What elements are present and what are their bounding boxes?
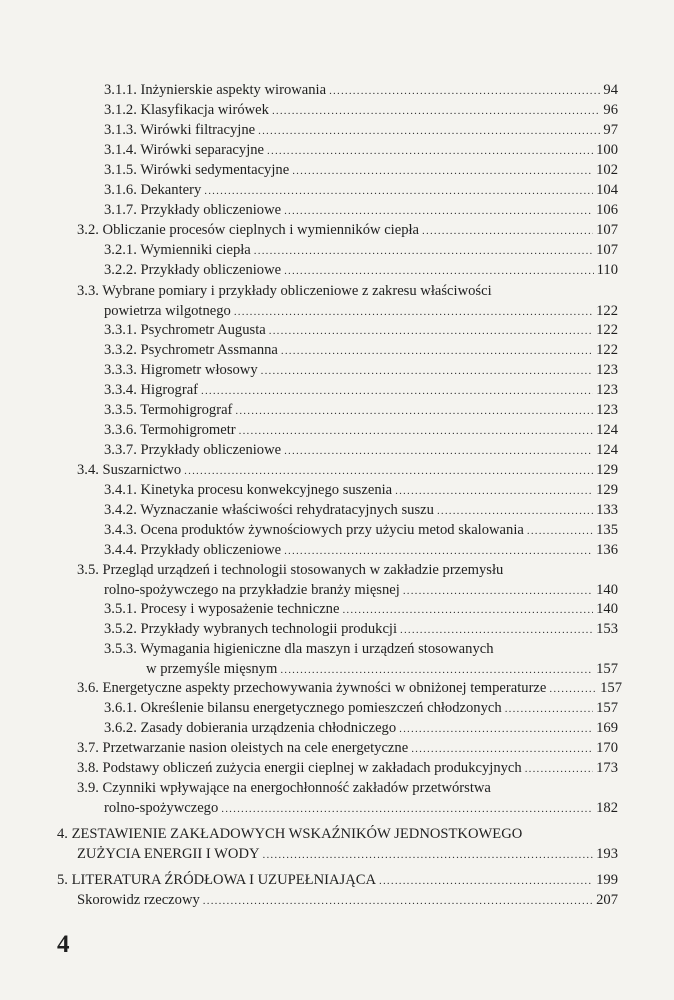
toc-dot-leader xyxy=(399,719,593,739)
toc-entry-title: 5. LITERATURA ŹRÓDŁOWA I UZUPEŁNIAJĄCA xyxy=(57,872,377,888)
toc-dot-leader xyxy=(292,161,593,181)
toc-dot-leader xyxy=(527,521,593,541)
toc-entry-title-line1: 4. ZESTAWIENIE ZAKŁADOWYCH WSKAŹNIKÓW JEDNOSTKOWEGO xyxy=(57,826,523,842)
toc-entry-page: 122 xyxy=(596,322,618,338)
toc-entry-page: 122 xyxy=(596,342,618,358)
toc-entry-page: 207 xyxy=(596,892,618,908)
toc-entry-title: w przemyśle mięsnym xyxy=(146,661,278,677)
toc-dot-leader xyxy=(269,321,593,341)
toc-entry xyxy=(104,200,618,220)
toc-entry-title: 3.1.7. Przykłady obliczeniowe xyxy=(104,202,282,218)
toc-entry-title: 3.3.6. Termohigrometr xyxy=(104,422,236,438)
toc-entry xyxy=(77,890,618,910)
toc-entry-page: 107 xyxy=(596,242,618,258)
toc-dot-leader xyxy=(280,660,593,680)
toc-dot-leader xyxy=(272,101,600,121)
toc-entry xyxy=(104,260,618,280)
toc-entry-title: powietrza wilgotnego xyxy=(104,303,231,319)
toc-entry xyxy=(104,440,618,460)
toc-entry xyxy=(104,540,618,560)
toc-entry-title-line1: 3.9. Czynniki wpływające na energochłonność zakładów przetwórstwa xyxy=(77,780,491,796)
toc-entry xyxy=(104,120,618,140)
toc-entry-page: 104 xyxy=(596,182,618,198)
toc-entry-page: 140 xyxy=(596,582,618,598)
toc-entry xyxy=(104,400,618,420)
toc-entry xyxy=(104,380,618,400)
toc-dot-leader xyxy=(525,759,593,779)
toc-dot-leader xyxy=(254,241,593,261)
toc-dot-leader xyxy=(284,541,593,561)
toc-entry xyxy=(104,80,618,100)
toc-entry xyxy=(77,738,618,758)
toc-entry-page: 110 xyxy=(596,262,618,278)
toc-entry-title: 3.1.4. Wirówki separacyjne xyxy=(104,142,265,158)
toc-entry-page: 135 xyxy=(596,522,618,538)
toc-entry-title: 3.1.3. Wirówki filtracyjne xyxy=(104,122,256,138)
toc-entry-page: 96 xyxy=(603,102,618,118)
toc-entry xyxy=(104,360,618,380)
toc-entry-page: 129 xyxy=(596,462,618,478)
toc-entry-title-line1: 3.5. Przegląd urządzeń i technologii stosowanych w zakładzie przemysłu xyxy=(77,562,504,578)
toc-entry xyxy=(104,240,618,260)
toc-entry-page: 193 xyxy=(596,846,618,862)
toc-entry-page: 123 xyxy=(596,402,618,418)
toc-entry-title: 3.2. Obliczanie procesów cieplnych i wymienników ciepła xyxy=(77,222,420,238)
toc-entry-title: 3.1.6. Dekantery xyxy=(104,182,202,198)
toc-entry-page: 97 xyxy=(603,122,618,138)
toc-entry-page: 136 xyxy=(596,542,618,558)
toc-dot-leader xyxy=(284,441,593,461)
toc-dot-leader xyxy=(379,871,593,891)
toc-entry-title: 3.4. Suszarnictwo xyxy=(77,462,182,478)
toc-dot-leader xyxy=(411,739,593,759)
toc-entry-page: 157 xyxy=(596,700,618,716)
toc-entry-title: 3.6. Energetyczne aspekty przechowywania żywności w obniżonej temperaturze xyxy=(77,680,547,696)
toc-entry xyxy=(104,320,618,340)
toc-entry xyxy=(104,639,618,679)
toc-entry-page: 182 xyxy=(596,800,618,816)
toc-entry xyxy=(77,460,618,480)
toc-entry xyxy=(104,340,618,360)
toc-entry xyxy=(104,160,618,180)
toc-entry xyxy=(104,599,618,619)
toc-entry-page: 94 xyxy=(603,82,618,98)
toc-entry-title: 3.3.5. Termohigrograf xyxy=(104,402,233,418)
toc-entry xyxy=(104,180,618,200)
toc-dot-leader xyxy=(184,461,593,481)
toc-entry xyxy=(104,420,618,440)
toc-entry-title: rolno-spożywczego na przykładzie branży mięsnej xyxy=(104,582,400,598)
toc-entry xyxy=(77,281,618,321)
toc-entry xyxy=(77,220,618,240)
page-number: 4 xyxy=(57,931,70,958)
toc-entry xyxy=(77,758,618,778)
toc-entry-title: 3.2.1. Wymienniki ciepła xyxy=(104,242,251,258)
toc-entry-title-line1: 3.5.3. Wymagania higieniczne dla maszyn i urządzeń stosowanych xyxy=(104,641,494,657)
toc-entry-page: 157 xyxy=(600,680,622,696)
toc-dot-leader xyxy=(263,845,594,865)
toc-entry-title: 3.4.3. Ocena produktów żywnościowych przy użyciu metod skalowania xyxy=(104,522,524,538)
toc-dot-leader xyxy=(342,600,593,620)
toc-entry-page: 122 xyxy=(596,303,618,319)
toc-entry-title: 3.6.1. Określenie bilansu energetycznego pomieszczeń chłodzonych xyxy=(104,700,502,716)
toc-entry-title: 3.3.2. Psychrometr Assmanna xyxy=(104,342,278,358)
toc-entry-page: 123 xyxy=(596,382,618,398)
toc-entry xyxy=(104,718,618,738)
toc-entry-page: 124 xyxy=(596,422,618,438)
toc-entry xyxy=(104,140,618,160)
toc-entry-page: 153 xyxy=(596,621,618,637)
toc-dot-leader xyxy=(204,181,593,201)
toc-entry xyxy=(104,619,618,639)
toc-dot-leader xyxy=(422,221,593,241)
toc-entry-page: 140 xyxy=(596,601,618,617)
toc-dot-leader xyxy=(239,421,593,441)
toc-entry-page: 157 xyxy=(596,661,618,677)
toc-dot-leader xyxy=(284,201,593,221)
toc-entry-title: 3.8. Podstawy obliczeń zużycia energii cieplnej w zakładach produkcyjnych xyxy=(77,760,522,776)
toc-entry-title: 3.4.2. Wyznaczanie właściwości rehydratacyjnych suszu xyxy=(104,502,434,518)
toc-entry-title: 3.6.2. Zasady dobierania urządzenia chłodniczego xyxy=(104,720,397,736)
toc-entry xyxy=(104,520,618,540)
toc-dot-leader xyxy=(395,481,593,501)
toc-entry xyxy=(104,500,618,520)
toc-entry-title: 3.4.4. Przykłady obliczeniowe xyxy=(104,542,282,558)
toc-entry xyxy=(57,824,618,864)
toc-dot-leader xyxy=(549,679,597,699)
toc-entry-title: 3.3.1. Psychrometr Augusta xyxy=(104,322,266,338)
toc-entry xyxy=(104,698,618,718)
toc-entry xyxy=(57,870,618,890)
toc-entry xyxy=(104,480,618,500)
toc-entry-page: 169 xyxy=(596,720,618,736)
toc-entry-page: 102 xyxy=(596,162,618,178)
toc-entry-page: 170 xyxy=(596,740,618,756)
toc-entry-title: ZUŻYCIA ENERGII I WODY xyxy=(77,846,260,862)
toc-entry-title: Skorowidz rzeczowy xyxy=(77,892,200,908)
toc-dot-leader xyxy=(235,401,593,421)
toc-entry xyxy=(77,560,618,600)
toc-entry-page: 123 xyxy=(596,362,618,378)
toc-dot-leader xyxy=(284,261,594,281)
toc-dot-leader xyxy=(505,699,593,719)
toc-entry-page: 107 xyxy=(596,222,618,238)
toc-dot-leader xyxy=(258,121,600,141)
toc-entry-title: 3.5.1. Procesy i wyposażenie techniczne xyxy=(104,601,340,617)
toc-entry-page: 100 xyxy=(596,142,618,158)
toc-dot-leader xyxy=(221,799,593,819)
toc-entry-title-line1: 3.3. Wybrane pomiary i przykłady obliczeniowe z zakresu właściwości xyxy=(77,283,492,299)
toc-dot-leader xyxy=(400,620,593,640)
toc-dot-leader xyxy=(403,581,593,601)
toc-entry-page: 133 xyxy=(596,502,618,518)
toc-dot-leader xyxy=(201,381,593,401)
toc-entry-page: 173 xyxy=(596,760,618,776)
toc-entry-title: 3.3.7. Przykłady obliczeniowe xyxy=(104,442,282,458)
toc-entry-title: 3.2.2. Przykłady obliczeniowe xyxy=(104,262,282,278)
toc-entry-title: 3.3.4. Higrograf xyxy=(104,382,199,398)
toc-entry-page: 199 xyxy=(596,872,618,888)
toc-entry xyxy=(77,778,618,818)
toc-entry-title: 3.1.1. Inżynierskie aspekty wirowania xyxy=(104,82,327,98)
toc-entry-page: 129 xyxy=(596,482,618,498)
toc-entry-title: 3.5.2. Przykłady wybranych technologii produkcji xyxy=(104,621,398,637)
toc-entry-title: 3.1.5. Wirówki sedymentacyjne xyxy=(104,162,290,178)
toc-dot-leader xyxy=(234,302,593,322)
toc-dot-leader xyxy=(267,141,593,161)
toc-dot-leader xyxy=(203,891,593,911)
toc-entry-title: 3.1.2. Klasyfikacja wirówek xyxy=(104,102,269,118)
toc-entry-title: 3.3.3. Higrometr włosowy xyxy=(104,362,258,378)
toc-dot-leader xyxy=(329,81,600,101)
toc-dot-leader xyxy=(437,501,593,521)
toc-entry-title: 3.7. Przetwarzanie nasion oleistych na cele energetyczne xyxy=(77,740,409,756)
toc-entry-title: 3.4.1. Kinetyka procesu konwekcyjnego suszenia xyxy=(104,482,393,498)
toc-entry-page: 124 xyxy=(596,442,618,458)
toc-entry xyxy=(104,100,618,120)
toc-entry xyxy=(77,678,622,698)
toc-entry-page: 106 xyxy=(596,202,618,218)
toc-entry-title: rolno-spożywczego xyxy=(104,800,219,816)
toc-dot-leader xyxy=(281,341,593,361)
toc-dot-leader xyxy=(261,361,593,381)
